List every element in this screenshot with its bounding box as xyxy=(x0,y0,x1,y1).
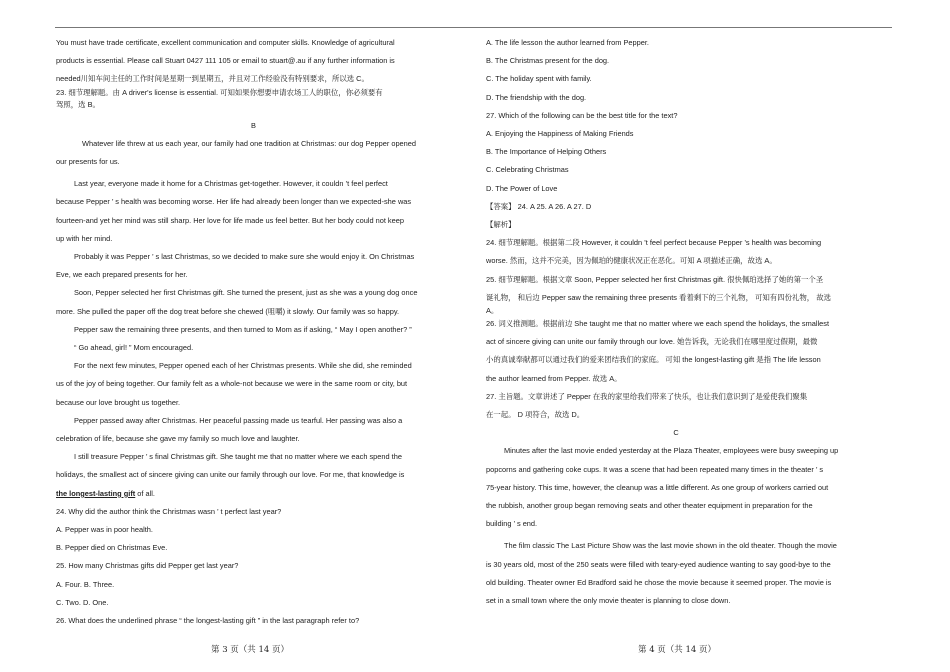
text-line: up with her mind. xyxy=(56,233,113,243)
text-line: is 30 years old, most of the 250 seats were filled with teary-eyed audience wanting to say good-bye to the xyxy=(486,559,831,569)
text-line: worse. 然而，这并不完美，因为佩珀的健康状况正在恶化。可知 A 项描述正确，故选 A。 xyxy=(486,256,777,266)
text-line: A。 xyxy=(486,307,499,316)
option: B. The Christmas present for the dog. xyxy=(486,56,610,66)
header-rule xyxy=(55,27,892,28)
option: A. Four. B. Three. xyxy=(56,579,115,589)
option: D. The Power of Love xyxy=(486,183,558,193)
text-line: building ’ s end. xyxy=(486,519,538,529)
text-line-tail: of all. xyxy=(135,488,155,498)
option: B. Pepper died on Christmas Eve. xyxy=(56,543,168,553)
page-footer-right: 第 4 页（共 14 页） xyxy=(638,645,717,655)
text-line: our presents for us. xyxy=(56,157,120,167)
text-line: Pepper saw the remaining three presents, and then turned to Mom as if asking, “ May I open another? ” xyxy=(74,324,412,334)
text-line: 诞礼物， 和后边 Pepper saw the remaining three presents 看着剩下的三个礼物， 可知有四份礼物， 故选 xyxy=(486,292,831,302)
text-line: holidays, the smallest act of sincere giving can unite our family through our love. For me, that knowledge is xyxy=(56,470,405,480)
text-line: fourteen-and yet her mind was still sharp. Her love for life made us feel better. But her body could not keep xyxy=(56,215,404,225)
text-line: the author learned from Pepper. 故选 A。 xyxy=(486,373,622,383)
text-line: act of sincere giving can unite our family through our love. 她告诉我，无论我们在哪里度过假期，最微 xyxy=(486,337,818,347)
text-line: For the next few minutes, Pepper opened each of her Christmas presents. While she did, she reminded xyxy=(74,361,412,371)
text-line: Pepper passed away after Christmas. Her peaceful passing made us tearful. Her passing was also a xyxy=(74,415,403,425)
text-line: Last year, everyone made it home for a Christmas get-together. However, it couldn ’t feel perfect xyxy=(74,179,388,189)
text-line: products is essential. Please call Stuart 0427 111 105 or email to stuart@.au if any further information is xyxy=(56,56,395,66)
text-line: Eve, we each prepared presents for her. xyxy=(56,270,188,280)
section-label: C xyxy=(673,428,679,438)
text-line: us of the joy of being together. Our family felt as a whole-not because we were in the same room or city, but xyxy=(56,379,408,389)
question: 26. What does the underlined phrase “ the longest-lasting gift ” in the last paragraph refer to? xyxy=(56,616,360,626)
text-line: 25. 细节理解题。根据文章 Soon, Pepper selected her first Christmas gift. 很快佩珀选择了她的第一个圣 xyxy=(486,274,824,284)
left-column xyxy=(56,34,451,630)
text-line: the rubbish, another group began removing seats and other theater equipment in preparation for the xyxy=(486,501,813,511)
option: C. Two. D. One. xyxy=(56,597,109,607)
text-line: 75-year history. This time, however, the cleanup was a little different. As one group of workers carried out xyxy=(486,482,829,492)
text-line: 26. 词义推测题。根据前边 She taught me that no matter where we each spend the holidays, the smallest xyxy=(486,319,830,329)
option: A. The life lesson the author learned from Pepper. xyxy=(486,38,649,47)
underlined-phrase: the longest-lasting gift xyxy=(56,488,136,498)
text-line: 27. 主旨题。文章讲述了 Pepper 在我的家里给我们带来了快乐，也让我们意识到了是爱使我们聚集 xyxy=(486,391,808,401)
question: 27. Which of the following can be the best title for the text? xyxy=(486,110,678,120)
text-line: 在一起。 D 项符合，故选 D。 xyxy=(486,410,585,420)
option: A. Pepper was in poor health. xyxy=(56,525,153,535)
option: D. The friendship with the dog. xyxy=(486,92,587,102)
text-line: “ Go ahead, girl! ” Mom encouraged. xyxy=(74,343,194,353)
text-line: Minutes after the last movie ended yesterday at the Plaza Theater, employees were busy sweeping up xyxy=(504,446,839,456)
question: 24. Why did the author think the Christmas wasn ’ t perfect last year? xyxy=(56,506,282,516)
section-label: B xyxy=(251,120,256,130)
text-line: 24. 细节理解题。根据第二段 However, it couldn ’t feel perfect because Pepper ’s health was becoming xyxy=(486,238,822,248)
option: B. The Importance of Helping Others xyxy=(486,147,607,157)
text-line: Soon, Pepper selected her first Christmas gift. She turned the present, just as she was a young dog once xyxy=(74,288,418,298)
text-line: 小的真诚奉献都可以通过我们的爱来团结我们的家庭。 可知 the longest-lasting gift 是指 The life lesson xyxy=(486,355,821,365)
text-line: more. She pulled the paper off the dog treat before she chewed (咀嚼) it slowly. Our family was so happy. xyxy=(56,306,400,316)
option: A. Enjoying the Happiness of Making Friends xyxy=(486,129,634,139)
text-line: Probably it was Pepper ’ s last Christmas, so we decided to make sure she would enjoy it. On Christmas xyxy=(74,252,415,262)
option: C. The holiday spent with family. xyxy=(486,74,592,84)
text-line: set in a small town where the only movie theater is planning to close down. xyxy=(486,596,731,606)
analysis-label: 【解析】 xyxy=(486,220,516,230)
answer-key: 【答案】 24. A 25. A 26. A 27. D xyxy=(486,201,592,211)
right-column xyxy=(486,34,866,610)
text-line: 驾照，选 B。 xyxy=(56,99,100,109)
text-line: Whatever life threw at us each year, our family had one tradition at Christmas: our dog Pepper opened xyxy=(82,138,416,148)
text-line: celebration of life, because she gave my family so much love and laughter. xyxy=(56,434,300,444)
text-line: I still treasure Pepper ’ s final Christmas gift. She taught me that no matter where we each spend the xyxy=(74,452,402,462)
text-line: needed川知车间主任的工作时间是星期一到星期五，并且对工作经验没有特别要求，所以选 C。 xyxy=(56,74,369,84)
text-line: popcorns and gathering coke cups. It was a scene that had been repeated many times in the theater ’ s xyxy=(486,464,824,474)
text-line: old building. Theater owner Ed Bradford said he chose the movie because it seemed proper. The movie is xyxy=(486,577,832,587)
text-line: because our love brought us together. xyxy=(56,397,181,407)
page-footer-left: 第 3 页（共 14 页） xyxy=(211,645,290,655)
text-line: The film classic The Last Picture Show was the last movie shown in the old theater. Though the movie xyxy=(504,541,837,551)
question: 25. How many Christmas gifts did Pepper get last year? xyxy=(56,561,239,571)
text-line: because Pepper ’ s health was becoming worse. Her life had already been longer than we expected-she was xyxy=(56,197,412,207)
option: C. Celebrating Christmas xyxy=(486,165,569,175)
text-line xyxy=(56,485,451,503)
text-line: You must have trade certificate, excellent communication and computer skills. Knowledge of agricultural xyxy=(56,38,395,47)
text-line: 23. 细节理解题。由 A driver's license is essential. 可知如果你想要申请农场工人的职位，你必须要有 xyxy=(56,87,383,97)
